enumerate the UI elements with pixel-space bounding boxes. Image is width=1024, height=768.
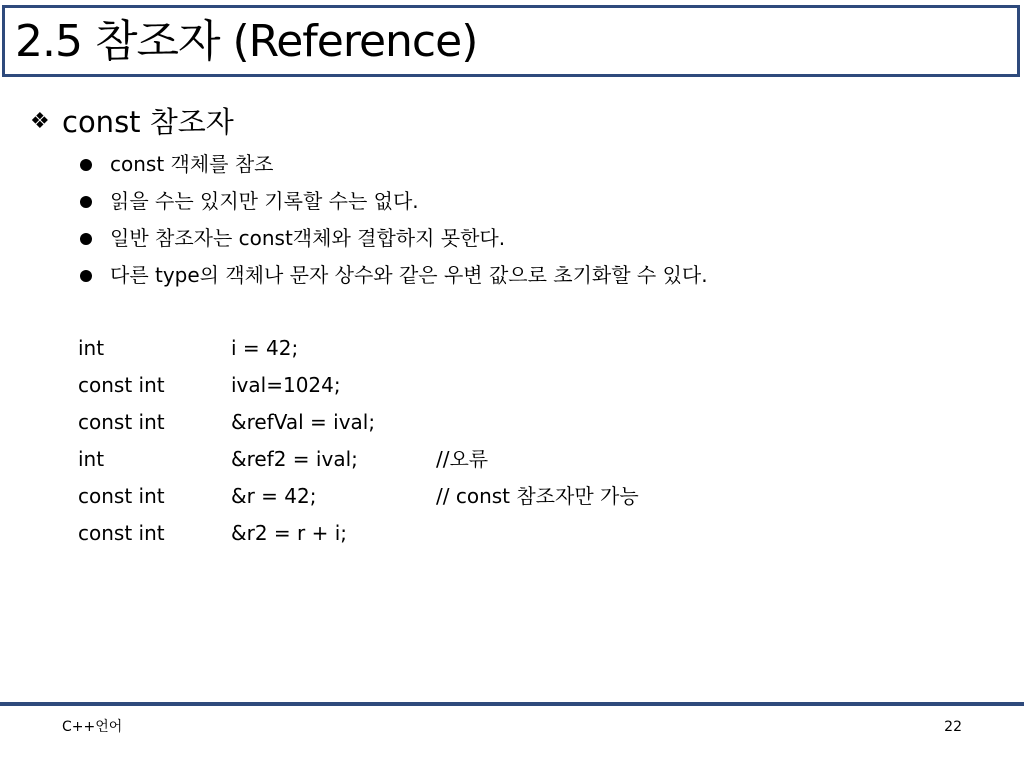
code-type: const int [78, 410, 165, 434]
bullet-item [78, 146, 708, 183]
code-declaration: i = 42; [231, 336, 299, 360]
page-title: 2.5 참조자 (Reference) [15, 16, 478, 67]
code-comment: //오류 [436, 447, 489, 471]
code-declaration: &r = 42; [231, 484, 317, 508]
code-type: const int [78, 521, 165, 545]
section-heading [30, 100, 234, 144]
bullet-text: 다른 type의 객체나 문자 상수와 같은 우변 값으로 초기화할 수 있다. [110, 263, 708, 287]
bullet-text: 일반 참조자는 const객체와 결합하지 못한다. [110, 226, 506, 250]
code-type: int [78, 447, 105, 471]
bullet-item [78, 183, 708, 220]
code-type: int [78, 336, 105, 360]
footer-divider [0, 702, 1024, 706]
page-number: 22 [944, 719, 962, 735]
bullet-text: 읽을 수는 있지만 기록할 수는 없다. [110, 189, 419, 213]
code-declaration: &ref2 = ival; [231, 447, 358, 471]
bullet-dot-icon [80, 196, 92, 208]
bullet-item [78, 257, 708, 294]
code-type: const int [78, 373, 165, 397]
code-declaration: ival=1024; [231, 373, 341, 397]
bullet-text: const 객체를 참조 [110, 152, 274, 176]
code-comment: // const 참조자만 가능 [436, 484, 639, 508]
code-declaration: &refVal = ival; [231, 410, 376, 434]
code-type: const int [78, 484, 165, 508]
bullet-dot-icon [80, 159, 92, 171]
bullet-dot-icon [80, 233, 92, 245]
bullet-dot-icon [80, 270, 92, 282]
bullet-list [78, 146, 708, 294]
footer-course-label: C++언어 [62, 719, 123, 735]
diamond-bullet-icon: ❖ [30, 109, 50, 134]
bullet-item [78, 220, 708, 257]
title-box [2, 5, 1020, 77]
code-declaration: &r2 = r + i; [231, 521, 348, 545]
section-title: const 참조자 [62, 105, 234, 139]
